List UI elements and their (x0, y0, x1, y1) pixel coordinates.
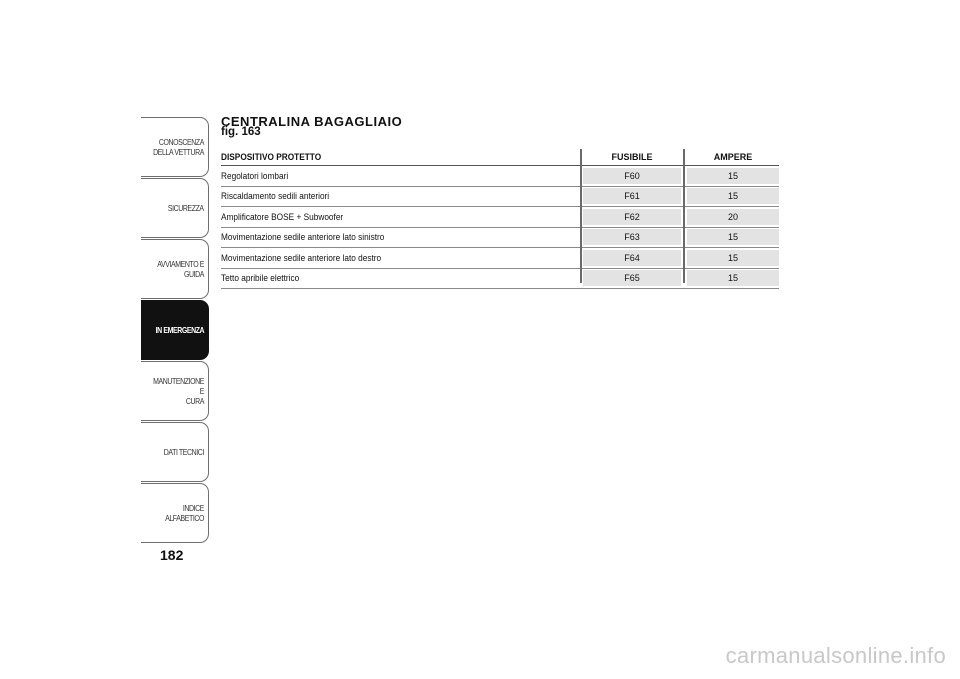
tab-in-emergenza[interactable] (141, 300, 209, 360)
device-cell: Riscaldamento sedili anteriori (221, 191, 330, 202)
column-divider (580, 149, 582, 283)
fuse-cell: F64 (583, 250, 681, 266)
header-amp: AMPERE (713, 152, 753, 162)
fuse-cell: F63 (583, 229, 681, 245)
amp-cell: 15 (687, 229, 779, 245)
page-number: 182 (160, 547, 184, 563)
amp-cell: 15 (687, 250, 779, 266)
header-fuse: FUSIBILE (611, 152, 653, 162)
tab-label: AVVIAMENTO E GUIDA (157, 259, 204, 279)
tab-label: CONOSCENZA DELLA VETTURA (153, 137, 204, 157)
fuse-cell: F65 (583, 270, 681, 286)
tab-label: MANUTENZIONE E CURA (153, 376, 204, 406)
section-title: CENTRALINA BAGAGLIAIO (221, 114, 403, 129)
fuse-cell: F60 (583, 168, 681, 184)
fuse-cell: F61 (583, 188, 681, 204)
column-divider (683, 149, 685, 283)
watermark: carmanualsonline.info (725, 643, 946, 668)
tab-label: DATI TECNICI (163, 447, 204, 457)
tab-sicurezza[interactable] (141, 178, 209, 238)
tab-label: SICUREZZA (168, 203, 204, 213)
table-row (221, 248, 779, 269)
table-row (221, 166, 779, 187)
table-row (221, 228, 779, 249)
table-row (221, 207, 779, 228)
fuse-table (221, 149, 779, 289)
table-header-row (221, 149, 779, 166)
tab-avviamento-e-guida[interactable] (141, 239, 209, 299)
tab-conoscenza-della-vettura[interactable] (141, 117, 209, 177)
table-row (221, 187, 779, 208)
fuse-cell: F62 (583, 209, 681, 225)
tab-label: IN EMERGENZA (155, 325, 204, 335)
tab-indice-alfabetico[interactable] (141, 483, 209, 543)
device-cell: Movimentazione sedile anteriore lato destro (221, 252, 382, 263)
figure-reference: fig. 163 (221, 126, 261, 138)
device-cell: Amplificatore BOSE + Subwoofer (221, 211, 344, 222)
tab-dati-tecnici[interactable] (141, 422, 209, 482)
amp-cell: 15 (687, 188, 779, 204)
amp-cell: 15 (687, 168, 779, 184)
device-cell: Movimentazione sedile anteriore lato sinistro (221, 232, 385, 243)
header-device: DISPOSITIVO PROTETTO (221, 152, 322, 162)
table-row (221, 269, 779, 290)
tab-manutenzione-e-cura[interactable] (141, 361, 209, 421)
device-cell: Regolatori lombari (221, 170, 289, 181)
amp-cell: 15 (687, 270, 779, 286)
amp-cell: 20 (687, 209, 779, 225)
tab-label: INDICE ALFABETICO (165, 503, 204, 523)
device-cell: Tetto apribile elettrico (221, 273, 300, 284)
